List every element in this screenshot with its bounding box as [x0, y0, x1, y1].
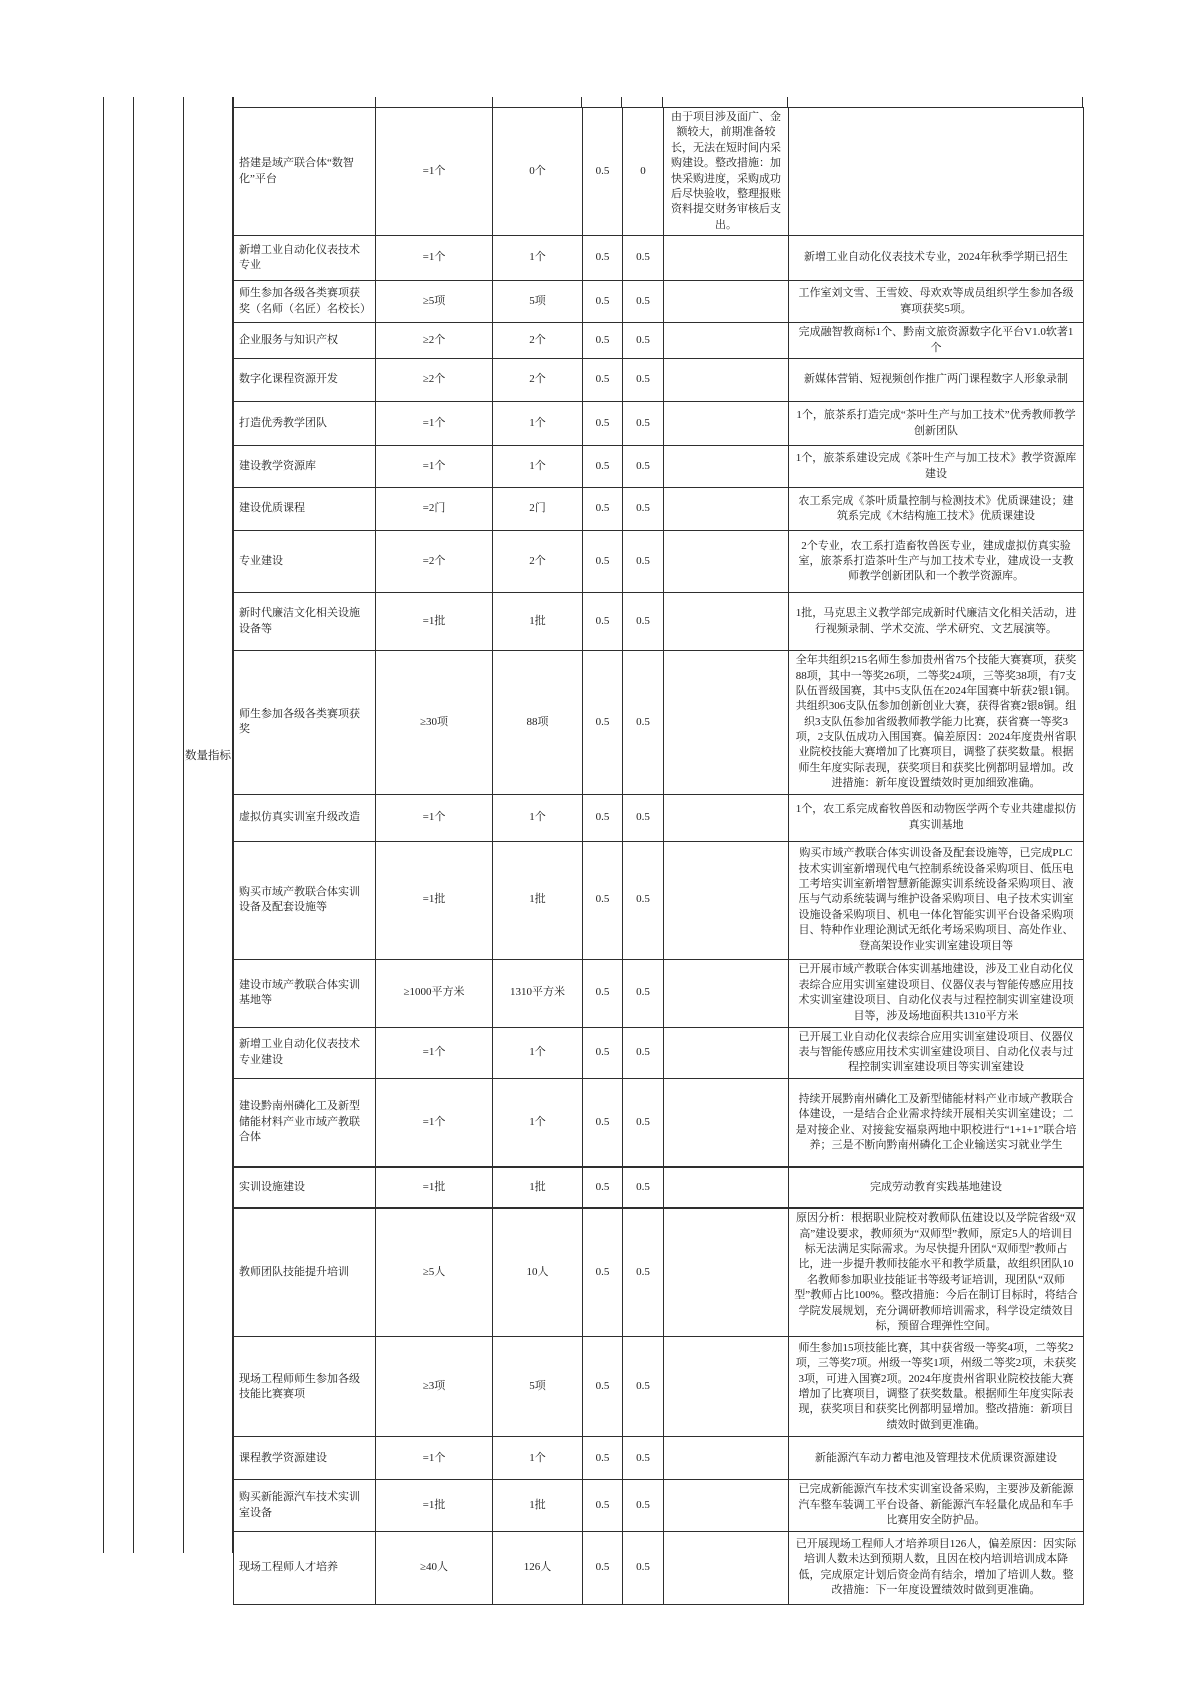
target-value-cell: =1个	[376, 1027, 493, 1078]
actual-value-cell: 2个	[493, 323, 583, 359]
deviation-note-cell	[664, 1027, 789, 1078]
score-earned-cell: 0.5	[623, 841, 664, 959]
actual-value-cell: 5项	[493, 281, 583, 323]
completion-note-cell: 新媒体营销、短视频创作推广两门课程数字人形象录制	[789, 359, 1084, 402]
indicator-name-cell: 建设市域产教联合体实训基地等	[234, 959, 376, 1027]
target-value-cell: ≥40人	[376, 1531, 493, 1604]
actual-value-cell: 88项	[493, 651, 583, 795]
table-row	[234, 531, 1084, 593]
completion-note-cell: 农工系完成《茶叶质量控制与检测技术》优质课建设；建筑系完成《木结构施工技术》优质课建设	[789, 488, 1084, 531]
table-row	[234, 108, 1084, 236]
score-weight-cell: 0.5	[583, 359, 623, 402]
target-value-cell: =1个	[376, 402, 493, 446]
level1-indicator-cell	[103, 97, 133, 1553]
completion-note-cell: 持续开展黔南州磷化工及新型储能材料产业市域产教联合体建设，一是结合企业需求持续开展相关实训室建设；二是对接企业、对接瓮安福泉两地中职校进行“1+1+1”联合培养；三是不断向黔南州磷化工企业输送实习就业学生	[789, 1078, 1084, 1167]
indicator-name-cell: 新时代廉洁文化相关设施设备等	[234, 593, 376, 651]
target-value-cell: =1批	[376, 1167, 493, 1208]
deviation-note-cell	[664, 446, 789, 488]
deviation-note-cell	[664, 794, 789, 841]
deviation-note-cell	[664, 1337, 789, 1437]
score-weight-cell: 0.5	[583, 959, 623, 1027]
score-earned-cell: 0.5	[623, 1480, 664, 1531]
actual-value-cell: 1个	[493, 1027, 583, 1078]
deviation-note-cell	[664, 359, 789, 402]
performance-table-body	[234, 108, 1084, 1605]
score-earned-cell: 0.5	[623, 1208, 664, 1337]
target-value-cell: ≥1000平方米	[376, 959, 493, 1027]
deviation-note-cell	[664, 959, 789, 1027]
indicator-name-cell: 建设优质课程	[234, 488, 376, 531]
indicator-name-cell: 企业服务与知识产权	[234, 323, 376, 359]
deviation-note-cell	[664, 1208, 789, 1337]
score-earned-cell: 0.5	[623, 281, 664, 323]
indicator-name-cell: 新增工业自动化仪表技术专业	[234, 236, 376, 281]
table-row	[234, 1437, 1084, 1480]
deviation-note-cell	[664, 593, 789, 651]
table-row	[234, 794, 1084, 841]
table-row	[234, 1337, 1084, 1437]
score-earned-cell: 0.5	[623, 359, 664, 402]
score-earned-cell: 0.5	[623, 1027, 664, 1078]
completion-note-cell: 原因分析：根据职业院校对教师队伍建设以及学院省级“双高”建设要求，教师须为“双师型”教师，原定5人的培训目标无法满足实际需求。为尽快提升团队“双师型”教师占比，进一步提升教师技能水平和教学质量，故组织团队10名教师参加职业技能证书等级考证培训，现团队“双师型”教师占比100%。整改措施：今后在制订目标时，将结合学院发展规划，充分调研教师培训需求，科学设定绩效目标，预留合理弹性空间。	[789, 1208, 1084, 1337]
actual-value-cell: 1个	[493, 446, 583, 488]
indicator-name-cell: 搭建是域产联合体“数智化”平台	[234, 108, 376, 236]
table-row	[234, 1078, 1084, 1167]
actual-value-cell: 0个	[493, 108, 583, 236]
completion-note-cell: 1个，旅茶系打造完成“茶叶生产与加工技术”优秀教师教学创新团队	[789, 402, 1084, 446]
table-row	[234, 1208, 1084, 1337]
score-earned-cell: 0.5	[623, 323, 664, 359]
table-row	[234, 446, 1084, 488]
target-value-cell: =1个	[376, 108, 493, 236]
completion-note-cell: 2个专业，农工系打造畜牧兽医专业，建成虚拟仿真实验室，旅茶系打造茶叶生产与加工技术专业，建成设一支教师教学创新团队和一个教学资源库。	[789, 531, 1084, 593]
table-row	[234, 488, 1084, 531]
indicator-name-cell: 现场工程师人才培养	[234, 1531, 376, 1604]
target-value-cell: ≥5人	[376, 1208, 493, 1337]
table-row	[234, 1027, 1084, 1078]
deviation-note-cell	[664, 1167, 789, 1208]
score-weight-cell: 0.5	[583, 1437, 623, 1480]
table-row	[234, 281, 1084, 323]
indicator-name-cell: 新增工业自动化仪表技术专业建设	[234, 1027, 376, 1078]
target-value-cell: ≥2个	[376, 323, 493, 359]
actual-value-cell: 1批	[493, 841, 583, 959]
table-row	[234, 236, 1084, 281]
target-value-cell: ≥2个	[376, 359, 493, 402]
score-weight-cell: 0.5	[583, 794, 623, 841]
actual-value-cell: 1批	[493, 1480, 583, 1531]
indicator-name-cell: 专业建设	[234, 531, 376, 593]
indicator-name-cell: 虚拟仿真实训室升级改造	[234, 794, 376, 841]
actual-value-cell: 126人	[493, 1531, 583, 1604]
score-earned-cell: 0.5	[623, 593, 664, 651]
target-value-cell: =1个	[376, 236, 493, 281]
indicator-name-cell: 实训设施建设	[234, 1167, 376, 1208]
score-earned-cell: 0.5	[623, 1337, 664, 1437]
table-row	[234, 1167, 1084, 1208]
score-weight-cell: 0.5	[583, 488, 623, 531]
score-earned-cell: 0.5	[623, 488, 664, 531]
score-earned-cell: 0.5	[623, 651, 664, 795]
deviation-note-cell	[664, 488, 789, 531]
indicator-name-cell: 师生参加各级各类赛项获奖	[234, 651, 376, 795]
deviation-note-cell	[664, 402, 789, 446]
score-earned-cell: 0.5	[623, 1437, 664, 1480]
indicator-name-cell: 课程教学资源建设	[234, 1437, 376, 1480]
completion-note-cell: 新能源汽车动力蓄电池及管理技术优质课资源建设	[789, 1437, 1084, 1480]
completion-note-cell: 已完成新能源汽车技术实训室设备采购，主要涉及新能源汽车整车装调工平台设备、新能源汽车轻量化成品和车手比赛用安全防护品。	[789, 1480, 1084, 1531]
indicator-name-cell: 购买市域产教联合体实训设备及配套设施等	[234, 841, 376, 959]
actual-value-cell: 2门	[493, 488, 583, 531]
score-weight-cell: 0.5	[583, 323, 623, 359]
target-value-cell: ≥5项	[376, 281, 493, 323]
completion-note-cell: 师生参加15项技能比赛，其中获省级一等奖4项，二等奖2项，三等奖7项。州级一等奖1项，州级二等奖2项，未获奖3项，可进入国赛2项。2024年度贵州省职业院校技能大赛增加了比赛项目，调整了获奖数量。根据师生年度实际表现，获奖项目和获奖比例都明显增加。整改措施：新项目绩效时做到更准确。	[789, 1337, 1084, 1437]
score-earned-cell: 0.5	[623, 531, 664, 593]
deviation-note-cell	[664, 1480, 789, 1531]
score-earned-cell: 0.5	[623, 446, 664, 488]
deviation-note-cell	[664, 841, 789, 959]
deviation-note-cell	[664, 1531, 789, 1604]
indicator-name-cell: 现场工程师师生参加各级技能比赛赛项	[234, 1337, 376, 1437]
table-row	[234, 402, 1084, 446]
completion-note-cell: 全年共组织215名师生参加贵州省75个技能大赛赛项，获奖88项，其中一等奖26项，二等奖24项，三等奖38项，有7支队伍晋级国赛，其中5支队伍在2024年国赛中斩获2银1铜。共组织306支队伍参加创新创业大赛，获得省赛2银8铜。组织3支队伍参加省级教师教学能力比赛，获省赛一等奖3项，2支队伍成功入围国赛。偏差原因：2024年度贵州省职业院校技能大赛增加了比赛项目，调整了获奖数量。根据师生年度实际表现，获奖项目和获奖比例都明显增加。改进措施：新年度设置绩效时更加细致准确。	[789, 651, 1084, 795]
indicator-category-cell	[183, 97, 233, 1553]
target-value-cell: =1批	[376, 593, 493, 651]
table-row	[234, 1531, 1084, 1604]
completion-note-cell: 已开展市域产教联合体实训基地建设，涉及工业自动化仪表综合应用实训室建设项目、仪器仪表与智能传感应用技术实训室建设项目、自动化仪表与过程控制实训室建设项目等，涉及场地面积共1310平方米	[789, 959, 1084, 1027]
indicator-name-cell: 打造优秀教学团队	[234, 402, 376, 446]
left-merged-columns	[103, 97, 233, 1553]
indicator-name-cell: 教师团队技能提升培训	[234, 1208, 376, 1337]
target-value-cell: =1个	[376, 1078, 493, 1167]
table-row	[234, 359, 1084, 402]
actual-value-cell: 2个	[493, 359, 583, 402]
score-weight-cell: 0.5	[583, 1167, 623, 1208]
table-row	[234, 593, 1084, 651]
deviation-note-cell	[664, 281, 789, 323]
score-weight-cell: 0.5	[583, 446, 623, 488]
target-value-cell: =1个	[376, 446, 493, 488]
score-weight-cell: 0.5	[583, 1027, 623, 1078]
actual-value-cell: 1310平方米	[493, 959, 583, 1027]
table-row	[234, 1480, 1084, 1531]
score-earned-cell: 0.5	[623, 794, 664, 841]
deviation-note-cell	[664, 531, 789, 593]
score-earned-cell: 0.5	[623, 959, 664, 1027]
deviation-note-cell	[664, 651, 789, 795]
performance-indicator-table	[233, 107, 1084, 1605]
score-weight-cell: 0.5	[583, 281, 623, 323]
target-value-cell: ≥30项	[376, 651, 493, 795]
target-value-cell: =2门	[376, 488, 493, 531]
actual-value-cell: 1个	[493, 402, 583, 446]
score-earned-cell: 0.5	[623, 1167, 664, 1208]
completion-note-cell: 1个，农工系完成畜牧兽医和动物医学两个专业共建虚拟仿真实训基地	[789, 794, 1084, 841]
completion-note-cell: 已开展工业自动化仪表综合应用实训室建设项目、仪器仪表与智能传感应用技术实训室建设项目、自动化仪表与过程控制实训室建设项目等实训室建设	[789, 1027, 1084, 1078]
score-weight-cell: 0.5	[583, 402, 623, 446]
level2-indicator-cell	[133, 97, 183, 1553]
completion-note-cell: 1批，马克思主义教学部完成新时代廉洁文化相关活动，进行视频录制、学术交流、学术研究、文艺展演等。	[789, 593, 1084, 651]
table-row	[234, 841, 1084, 959]
score-weight-cell: 0.5	[583, 841, 623, 959]
score-weight-cell: 0.5	[583, 108, 623, 236]
indicator-name-cell: 建设教学资源库	[234, 446, 376, 488]
score-weight-cell: 0.5	[583, 651, 623, 795]
score-weight-cell: 0.5	[583, 1531, 623, 1604]
category-label: 数量指标	[185, 750, 231, 762]
target-value-cell: =1个	[376, 794, 493, 841]
score-earned-cell: 0.5	[623, 1531, 664, 1604]
score-weight-cell: 0.5	[583, 1208, 623, 1337]
score-weight-cell: 0.5	[583, 1078, 623, 1167]
indicator-name-cell: 数字化课程资源开发	[234, 359, 376, 402]
completion-note-cell: 新增工业自动化仪表技术专业，2024年秋季学期已招生	[789, 236, 1084, 281]
indicator-name-cell: 建设黔南州磷化工及新型储能材料产业市域产教联合体	[234, 1078, 376, 1167]
completion-note-cell: 购买市域产教联合体实训设备及配套设施等，已完成PLC技术实训室新增现代电气控制系统设备采购项目、低压电工考培实训室新增智慧新能源实训系统设备采购项目、液压与气动系统装调与维护设备采购项目、电子技术实训室设施设备采购项目、机电一体化智能实训平台设备采购项目、特种作业理论测试无纸化考场采购项目、高处作业、登高架设作业实训室建设项目等	[789, 841, 1084, 959]
deviation-note-cell	[664, 1437, 789, 1480]
actual-value-cell: 2个	[493, 531, 583, 593]
score-weight-cell: 0.5	[583, 531, 623, 593]
actual-value-cell: 1个	[493, 1437, 583, 1480]
actual-value-cell: 1批	[493, 1167, 583, 1208]
actual-value-cell: 1批	[493, 593, 583, 651]
deviation-note-cell	[664, 323, 789, 359]
target-value-cell: =1批	[376, 1480, 493, 1531]
deviation-note-cell	[664, 236, 789, 281]
actual-value-cell: 5项	[493, 1337, 583, 1437]
target-value-cell: ≥3项	[376, 1337, 493, 1437]
table-row	[234, 323, 1084, 359]
completion-note-cell: 1个，旅茶系建设完成《茶叶生产与加工技术》教学资源库建设	[789, 446, 1084, 488]
completion-note-cell: 完成劳动教育实践基地建设	[789, 1167, 1084, 1208]
actual-value-cell: 1个	[493, 236, 583, 281]
score-weight-cell: 0.5	[583, 1337, 623, 1437]
actual-value-cell: 1个	[493, 794, 583, 841]
completion-note-cell	[789, 108, 1084, 236]
indicator-name-cell: 购买新能源汽车技术实训室设备	[234, 1480, 376, 1531]
score-weight-cell: 0.5	[583, 236, 623, 281]
target-value-cell: =1个	[376, 1437, 493, 1480]
score-earned-cell: 0	[623, 108, 664, 236]
target-value-cell: =2个	[376, 531, 493, 593]
indicator-name-cell: 师生参加各级各类赛项获奖（名师（名匠）名校长）	[234, 281, 376, 323]
deviation-note-cell: 由于项目涉及面广、金额较大，前期准备较长，无法在短时间内采购建设。整改措施：加快采购进度，采购成功后尽快验收，整理报账资料提交财务审核后支出。	[664, 108, 789, 236]
score-earned-cell: 0.5	[623, 236, 664, 281]
score-weight-cell: 0.5	[583, 593, 623, 651]
actual-value-cell: 1个	[493, 1078, 583, 1167]
completion-note-cell: 已开展现场工程师人才培养项目126人，偏差原因：因实际培训人数未达到预期人数，且因在校内培训培训成本降低，完成原定计划后资金尚有结余，增加了培训人数。整改措施：下一年度设置绩效时做到更准确。	[789, 1531, 1084, 1604]
score-weight-cell: 0.5	[583, 1480, 623, 1531]
target-value-cell: =1批	[376, 841, 493, 959]
actual-value-cell: 10人	[493, 1208, 583, 1337]
table-row	[234, 651, 1084, 795]
deviation-note-cell	[664, 1078, 789, 1167]
table-row	[234, 959, 1084, 1027]
score-earned-cell: 0.5	[623, 402, 664, 446]
completion-note-cell: 工作室刘文雪、王雪姣、母欢欢等成员组织学生参加各级赛项获奖5项。	[789, 281, 1084, 323]
completion-note-cell: 完成融智教商标1个、黔南文旅资源数字化平台V1.0软著1个	[789, 323, 1084, 359]
score-earned-cell: 0.5	[623, 1078, 664, 1167]
